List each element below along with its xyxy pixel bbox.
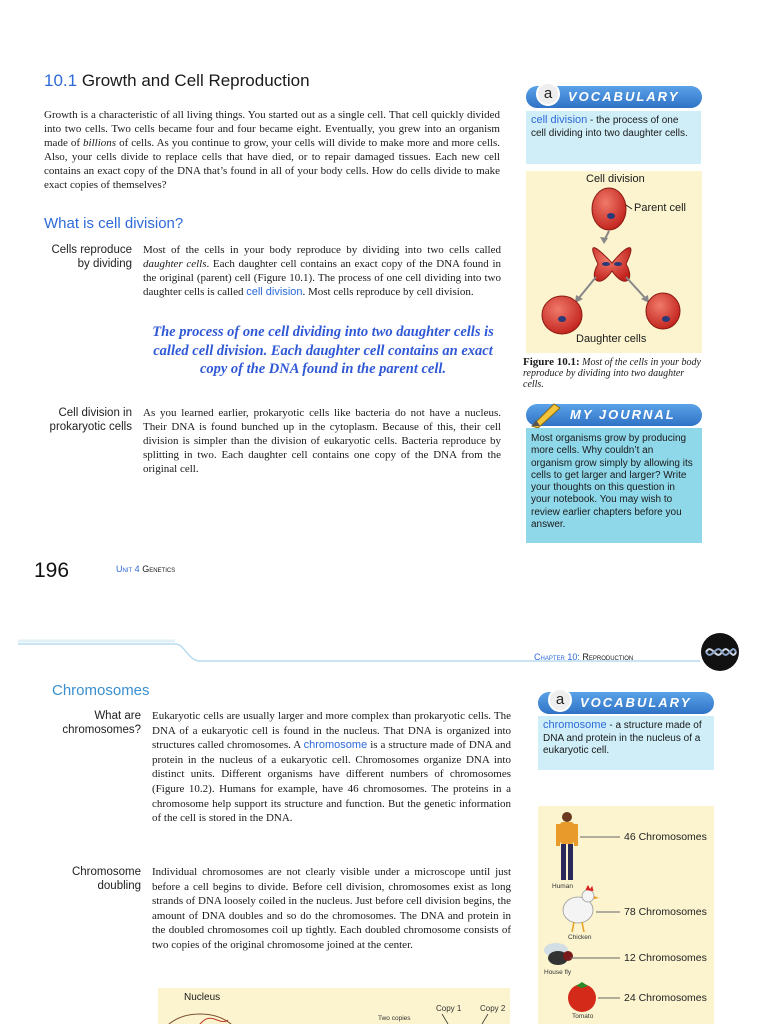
paragraph-text: . Each daughter cell contains an exact copy of the DNA found in the original (parent) cell (Figure 10.1). The process of one cell dividing into two daughter cells is called (143, 258, 501, 298)
header-curve (0, 630, 768, 670)
dividing-cell (593, 248, 631, 282)
side-label-cells-reproduce (30, 243, 132, 271)
unit-name: Genetics (142, 564, 176, 574)
heading-cell-division: What is cell division? (44, 215, 184, 232)
term-cell-division: cell division (246, 286, 303, 298)
vocabulary-definition-box-2 (538, 716, 714, 770)
caption-label: Figure 10.1: (523, 356, 580, 368)
side-label-prokaryotic (30, 406, 132, 434)
side-label-line: doubling (97, 880, 141, 892)
intro-text-2: of cells. As you continue to grow, your cells will divide to make more and more cells. Also, your cells divide to replace cells that have died, or to repair damaged tissues. Each new cell contains an exact copy of the DNA that’s found in all of your body cells. How do cells divide to make exact copies of themselves? (44, 137, 501, 191)
human-chromosome-count: 46 Chromosomes (624, 831, 707, 843)
vocab-definition: - a structure made of DNA and protein in the nucleus of a eukaryotic cell. (543, 720, 702, 756)
unit-prefix: Unit 4 (116, 564, 140, 574)
daughter-cells-emphasis: daughter cells (143, 258, 207, 270)
journal-banner (526, 404, 702, 426)
daughter-cell-left (542, 296, 582, 334)
paragraph-text: . Most cells reproduce by cell division. (302, 286, 474, 298)
vocabulary-icon: a (548, 688, 572, 712)
tomato-label: Tomato (572, 1013, 594, 1020)
intro-paragraph (44, 108, 500, 192)
vocabulary-title: VOCABULARY (580, 695, 692, 710)
side-label-line: chromosomes? (62, 724, 141, 736)
side-label-line: Chromosome (71, 866, 141, 878)
intro-emphasis: billions (83, 137, 117, 149)
vocab-term: cell division (531, 114, 588, 126)
paragraph-text: Most of the cells in your body reproduce by dividing into two cells called (143, 244, 501, 256)
fly-label: House fly (544, 969, 572, 976)
human-label: Human (552, 883, 573, 890)
heading-chromosomes: Chromosomes (52, 682, 150, 699)
figure-caption (523, 357, 705, 390)
figure-title: Cell division (586, 173, 645, 185)
tomato-chromosome-count: 24 Chromosomes (624, 992, 707, 1004)
pencil-icon (528, 400, 562, 428)
chicken-chromosome-count: 78 Chromosomes (624, 906, 707, 918)
unit-footer (116, 564, 175, 574)
chapter-header (534, 652, 633, 662)
side-label-what-are-chromosomes (40, 709, 141, 737)
doubling-paragraph: Individual chromosomes are not clearly visible under a microscope until just before a cell begins to divide. Before cell division, chromosomes exist as long strands of DNA loosely coiled in the nucleus. Just before cell division begins, the amount of DNA doubles and so do the chromosomes. The DNA and protein in the doubled chromosomes coil up tightly. Each doubled chromosome consists of two copies of the original chromosome joined at the center. (152, 866, 511, 951)
house-fly-icon (544, 943, 573, 965)
human-icon (556, 812, 578, 880)
chicken-icon (563, 886, 599, 932)
section-number: 10.1 (44, 71, 78, 90)
section-title-text: Growth and Cell Reproduction (81, 71, 310, 90)
fly-chromosome-count: 12 Chromosomes (624, 952, 707, 964)
figure-nucleus (158, 988, 510, 1024)
vocabulary-title: VOCABULARY (568, 89, 680, 104)
side-label-chromosome-doubling (40, 865, 141, 893)
side-label-line: Cell division in (58, 407, 132, 419)
prokaryotic-paragraph: As you learned earlier, prokaryotic cells like bacteria do not have a nucleus. Their DNA is found bunched up in the cytoplasm. Because of this, their cell division is simpler than the division of eukaryotic cells. Bacteria reproduce by splitting in two. Each daughter cell contains one copy of the DNA from the original cell. (143, 407, 501, 475)
copy-1-label: Copy 1 (436, 1004, 462, 1013)
side-label-line: by dividing (77, 258, 132, 270)
nucleus-illustration (158, 988, 510, 1024)
parent-cell-label: Parent cell (634, 202, 686, 214)
two-copies-label: Two copies (378, 1015, 411, 1022)
journal-box: Most organisms grow by producing more cells. Why couldn’t an organism grow simply by allowing its cells to get larger and larger? Write your thoughts on this question in your notebook. You may wish to review earlier chapters before you answer. (526, 428, 702, 543)
vocabulary-icon: a (536, 82, 560, 106)
nucleus-label: Nucleus (184, 992, 221, 1003)
chromosomes-paragraph (152, 709, 511, 826)
intro-text-1: Growth is a characteristic of all living things. You started out as a single cell. That cell quickly divided into two cells. Two cells became four and four became eight. Eventually, you grew into an organism made of (44, 109, 500, 149)
pull-quote: The process of one cell dividing into two daughter cells is called cell division. Each daughter cell contains an exact copy of the DNA found in the parent cell. (152, 324, 494, 377)
daughter-cell-right (646, 293, 680, 329)
side-label-line: Cells reproduce (51, 244, 132, 256)
chapter-prefix: Chapter 10: (534, 652, 580, 662)
vocab-term: chromosome (543, 719, 607, 731)
vocabulary-banner-2 (538, 692, 714, 714)
paragraph-text: is a structure made of DNA and protein in the nucleus of a eukaryotic cell. Chromosomes organize DNA into distinct units. Different organisms have different numbers of chromosomes (Figure 10.2). Humans for example, have 46 chromosomes. The proteins in a chromosome help support its structure and function. But the genetic information of the cell is stored in the DNA. (152, 739, 512, 825)
dna-icon (700, 632, 740, 672)
chicken-label: Chicken (568, 934, 592, 941)
journal-title: MY JOURNAL (570, 407, 676, 422)
copy-2-label: Copy 2 (480, 1004, 506, 1013)
term-chromosome: chromosome (303, 739, 368, 752)
chapter-name: Reproduction (582, 652, 634, 662)
caption-text: Most of the cells in your body reproduce by dividing into two daughter cells. (523, 357, 701, 390)
daughter-cells-label: Daughter cells (576, 333, 647, 345)
section-title (44, 71, 310, 91)
cell-division-illustration (526, 171, 702, 353)
parent-cell (592, 188, 626, 230)
tomato-icon (568, 982, 596, 1012)
vocabulary-banner (526, 86, 702, 108)
cell-division-paragraph (143, 243, 501, 299)
paragraph-text: Eukaryotic cells are usually larger and more complex than prokaryotic cells. The DNA of a eukaryotic cell is found in the nucleus. That DNA is organized into structures called chromosomes. A (152, 710, 511, 752)
side-label-line: What are (94, 710, 141, 722)
figure-chromosome-counts (538, 806, 714, 1024)
figure-cell-division (526, 171, 702, 353)
side-label-line: prokaryotic cells (49, 421, 132, 433)
vocab-definition: - the process of one cell dividing into two daughter cells. (531, 115, 688, 139)
page-number: 196 (34, 559, 70, 582)
vocabulary-definition-box (526, 111, 701, 164)
